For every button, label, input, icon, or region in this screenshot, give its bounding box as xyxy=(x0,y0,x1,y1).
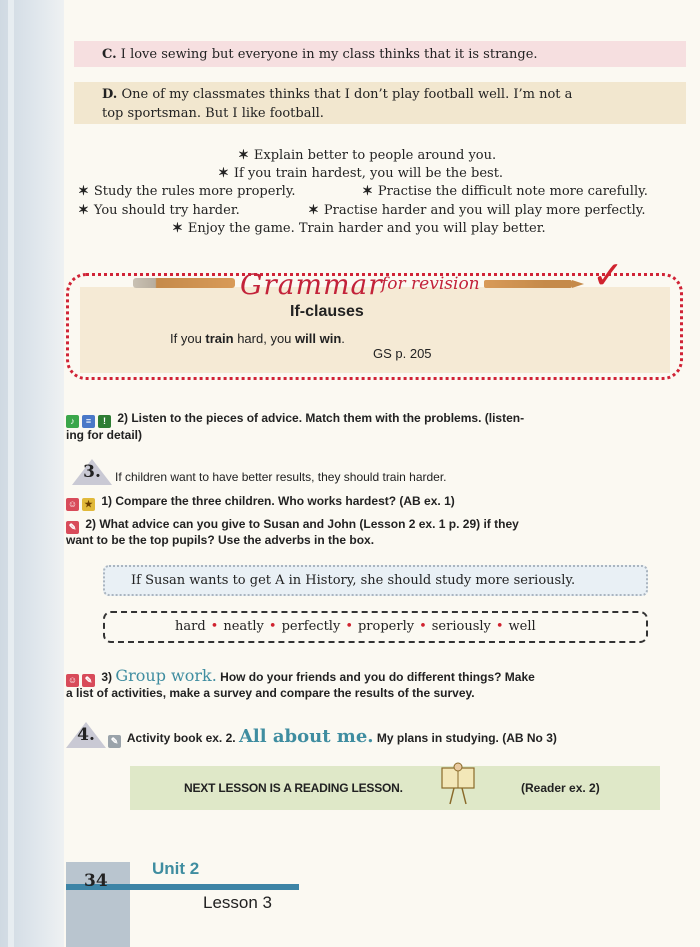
bullet-dot-icon: • xyxy=(268,619,277,634)
advice-text: Enjoy the game. Train harder and you will play better. xyxy=(187,221,546,236)
problem-d-band xyxy=(74,82,686,124)
section-3-exercise-3-text-2: a list of activities, make a survey and compare the results of the survey. xyxy=(66,686,475,700)
advice-item xyxy=(78,203,240,218)
adverb: properly xyxy=(357,619,415,634)
next-lesson-text: NEXT LESSON IS A READING LESSON. xyxy=(184,781,403,795)
pencil-tip-icon xyxy=(572,280,584,288)
example-pre: If you xyxy=(170,331,206,346)
section-3-exercise-2-text-2: want to be the top pupils? Use the adverbs in the box. xyxy=(66,533,375,547)
grammar-example xyxy=(170,331,345,346)
advice-text: Study the rules more properly. xyxy=(93,184,296,199)
adverb: well xyxy=(508,619,536,634)
section-3-number-badge xyxy=(72,459,112,485)
exercise-2-text-1: 2) Listen to the pieces of advice. Match them with the problems. (listen- xyxy=(117,411,525,425)
section-3-exercise-1-text: 1) Compare the three children. Who works hardest? (AB ex. 1) xyxy=(101,494,455,508)
grammar-reference: GS p. 205 xyxy=(373,346,432,361)
adverb: perfectly xyxy=(281,619,341,634)
example-mid: hard, you xyxy=(233,331,296,346)
section-4-number-badge xyxy=(66,722,106,748)
star-icon: ✶ xyxy=(218,166,229,181)
advice-item xyxy=(172,221,546,236)
section-3-exercise-3 xyxy=(66,667,535,687)
problem-d-text-2: top sportsman. But I like football. xyxy=(102,106,324,121)
book-spine-shadow xyxy=(0,0,64,947)
advice-text: Practise the difficult note more carefully. xyxy=(377,184,648,199)
adverbs-box xyxy=(103,611,648,643)
exclamation-icon: ! xyxy=(98,415,111,428)
sample-answer-box: If Susan wants to get A in History, she should study more seriously. xyxy=(103,565,648,596)
star-icon: ✶ xyxy=(238,148,249,163)
book-icon: ≡ xyxy=(82,415,95,428)
section-3-exercise-3-text-1: How do your friends and you do different things? Make xyxy=(216,670,535,684)
advice-text: If you train hardest, you will be the best. xyxy=(233,166,504,181)
bullet-dot-icon: • xyxy=(345,619,353,634)
section-3-exercise-3-prefix: 3) xyxy=(101,670,116,684)
advice-text: You should try harder. xyxy=(93,203,240,218)
writing-icon: ✎ xyxy=(82,674,95,687)
bullet-dot-icon: • xyxy=(419,619,427,634)
star-badge-icon: ★ xyxy=(82,498,95,511)
adverb: hard xyxy=(175,619,206,634)
bullet-dot-icon: • xyxy=(210,619,219,634)
advice-text: Practise harder and you will play more perfectly. xyxy=(323,203,646,218)
spine-stripe xyxy=(8,0,14,947)
problem-d-letter: D. xyxy=(102,87,118,102)
grammar-heading: If-clauses xyxy=(290,303,364,320)
audio-icon: ♪ xyxy=(66,415,79,428)
exercise-2 xyxy=(66,410,524,428)
reader-icon xyxy=(440,762,476,806)
advice-text: Explain better to people around you. xyxy=(253,148,497,163)
advice-item xyxy=(238,148,496,163)
problem-d-text-1: One of my classmates thinks that I don’t play football well. I’m not a xyxy=(121,87,573,102)
grammar-title: Grammar xyxy=(240,268,383,301)
adverb: neatly xyxy=(223,619,264,634)
section-3-intro: If children want to have better results, they should train harder. xyxy=(115,470,447,484)
section-3-exercise-2-text-1: 2) What advice can you give to Susan and John (Lesson 2 ex. 1 p. 29) if they xyxy=(85,517,519,531)
adverb: seriously xyxy=(431,619,491,634)
writing-icon: ✎ xyxy=(66,521,79,534)
advice-item xyxy=(362,184,648,199)
exercise-2-text-2: ing for detail) xyxy=(66,428,142,442)
problem-c-text: I love sewing but everyone in my class thinks that it is strange. xyxy=(120,47,538,62)
unit-label: Unit 2 xyxy=(152,859,200,878)
pencil-left-icon xyxy=(133,278,235,288)
group-work-title: Group work. xyxy=(115,666,217,685)
advice-item xyxy=(78,184,296,199)
grammar-subtitle: for revision xyxy=(381,274,480,294)
section-4-number: 4. xyxy=(77,725,95,745)
star-icon: ✶ xyxy=(78,203,89,218)
pair-work-icon: ☺ xyxy=(67,675,78,685)
example-bold-will-win: will win xyxy=(295,331,342,346)
section-3-number: 3. xyxy=(83,462,101,482)
star-icon: ✶ xyxy=(362,184,373,199)
page-number: 34 xyxy=(84,871,108,891)
problem-d-line-1 xyxy=(102,85,674,104)
reader-reference: (Reader ex. 2) xyxy=(521,781,600,795)
problem-c-band xyxy=(74,41,686,67)
example-bold-train: train xyxy=(205,331,234,346)
pencil-right-icon xyxy=(484,280,572,288)
lesson-label: Lesson 3 xyxy=(203,893,272,912)
advice-item xyxy=(308,203,646,218)
example-post: . xyxy=(341,331,345,346)
section-3-exercise-1 xyxy=(66,493,455,511)
pair-work-icon: ☺ xyxy=(67,499,78,509)
activity-book-icon: ✎ xyxy=(108,735,121,748)
checkmark-icon: ✓ xyxy=(592,253,624,297)
star-icon: ✶ xyxy=(78,184,89,199)
section-4-line xyxy=(108,728,557,748)
bullet-dot-icon: • xyxy=(495,619,504,634)
star-icon: ✶ xyxy=(172,221,183,236)
all-about-me-title: All about me. xyxy=(238,726,374,747)
section-4-pre: Activity book ex. 2. xyxy=(126,731,239,745)
star-icon: ✶ xyxy=(308,203,319,218)
advice-item xyxy=(218,166,503,181)
section-4-post: My plans in studying. (AB No 3) xyxy=(373,731,557,745)
problem-c-letter: C. xyxy=(102,47,117,62)
